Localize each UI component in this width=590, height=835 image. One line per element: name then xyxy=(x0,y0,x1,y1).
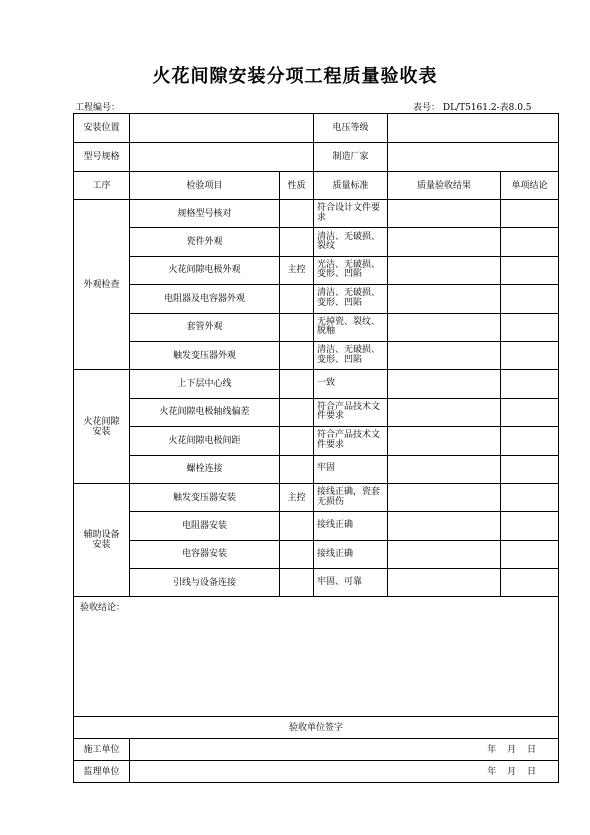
nature xyxy=(280,540,314,568)
nature: 主控 xyxy=(280,483,314,511)
nature xyxy=(280,427,314,455)
acceptance-result-cell[interactable] xyxy=(388,512,501,540)
nature xyxy=(280,512,314,540)
process-group-label: 外观检查 xyxy=(74,200,130,370)
nature xyxy=(280,370,314,398)
table-row xyxy=(74,256,559,284)
acceptance-result-cell[interactable] xyxy=(388,455,501,483)
inspection-item: 电阻器及电容器外观 xyxy=(130,285,280,313)
item-conclusion-cell[interactable] xyxy=(501,398,559,426)
quality-standard: 清洁、无破损、裂纹 xyxy=(314,228,388,256)
label-model-spec: 型号规格 xyxy=(74,143,130,172)
signer-unit-label: 监理单位 xyxy=(74,761,130,783)
acceptance-result-cell[interactable] xyxy=(388,370,501,398)
quality-standard: 符合产品技术文件要求 xyxy=(314,398,388,426)
quality-standard: 光洁、无破损、变形、凹陷 xyxy=(314,256,388,284)
acceptance-result-cell[interactable] xyxy=(388,256,501,284)
label-voltage-level: 电压等级 xyxy=(314,114,388,143)
item-conclusion-cell[interactable] xyxy=(501,313,559,341)
header-process: 工序 xyxy=(74,172,130,200)
item-conclusion-cell[interactable] xyxy=(501,256,559,284)
item-conclusion-cell[interactable] xyxy=(501,569,559,597)
header-inspection-item: 检验项目 xyxy=(130,172,280,200)
inspection-item: 上下层中心线 xyxy=(130,370,280,398)
install-location-value[interactable] xyxy=(130,114,314,143)
quality-standard: 牢固 xyxy=(314,455,388,483)
table-row xyxy=(74,285,559,313)
quality-standard: 接线正确，瓷套无损伤 xyxy=(314,483,388,511)
table-row xyxy=(74,483,559,511)
label-install-location: 安装位置 xyxy=(74,114,130,143)
header-acceptance-result: 质量验收结果 xyxy=(388,172,501,200)
signer-row xyxy=(74,761,559,783)
label-manufacturer: 制造厂家 xyxy=(314,143,388,172)
inspection-item: 电容器安装 xyxy=(130,540,280,568)
process-group-label: 火花间隙安装 xyxy=(74,370,130,484)
item-conclusion-cell[interactable] xyxy=(501,455,559,483)
nature xyxy=(280,285,314,313)
nature xyxy=(280,398,314,426)
item-conclusion-cell[interactable] xyxy=(501,200,559,228)
inspection-item: 套管外观 xyxy=(130,313,280,341)
inspection-item: 瓷件外观 xyxy=(130,228,280,256)
inspection-item: 火花间隙电极轴线偏差 xyxy=(130,398,280,426)
acceptance-result-cell[interactable] xyxy=(388,569,501,597)
signer-row xyxy=(74,739,559,761)
acceptance-result-cell[interactable] xyxy=(388,483,501,511)
acceptance-result-cell[interactable] xyxy=(388,540,501,568)
inspection-item: 螺栓连接 xyxy=(130,455,280,483)
quality-standard: 接线正确 xyxy=(314,540,388,568)
item-conclusion-cell[interactable] xyxy=(501,483,559,511)
table-row xyxy=(74,341,559,369)
nature xyxy=(280,228,314,256)
table-row xyxy=(74,455,559,483)
acceptance-result-cell[interactable] xyxy=(388,427,501,455)
quality-standard: 清洁、无破损、变形、凹陷 xyxy=(314,341,388,369)
item-conclusion-cell[interactable] xyxy=(501,540,559,568)
header-nature: 性质 xyxy=(280,172,314,200)
acceptance-conclusion[interactable]: 验收结论： xyxy=(74,597,559,717)
signature-date[interactable]: 年 月 日 xyxy=(130,739,559,761)
item-conclusion-cell[interactable] xyxy=(501,228,559,256)
header-quality-standard: 质量标准 xyxy=(314,172,388,200)
signature-date[interactable]: 年 月 日 xyxy=(130,761,559,783)
quality-standard: 牢固、可靠 xyxy=(314,569,388,597)
quality-standard: 无掉瓷、裂纹、脱釉 xyxy=(314,313,388,341)
table-row xyxy=(74,569,559,597)
quality-standard: 一致 xyxy=(314,370,388,398)
table-row xyxy=(74,540,559,568)
nature xyxy=(280,200,314,228)
process-group-label: 辅助设备安装 xyxy=(74,483,130,597)
signer-unit-label: 施工单位 xyxy=(74,739,130,761)
item-conclusion-cell[interactable] xyxy=(501,512,559,540)
table-row xyxy=(74,427,559,455)
acceptance-result-cell[interactable] xyxy=(388,228,501,256)
acceptance-grid xyxy=(73,113,559,783)
inspection-item: 规格型号核对 xyxy=(130,200,280,228)
model-spec-value[interactable] xyxy=(130,143,314,172)
inspection-item: 触发变压器安装 xyxy=(130,483,280,511)
inspection-item: 电阻器安装 xyxy=(130,512,280,540)
table-row xyxy=(74,228,559,256)
acceptance-result-cell[interactable] xyxy=(388,285,501,313)
acceptance-result-cell[interactable] xyxy=(388,398,501,426)
item-conclusion-cell[interactable] xyxy=(501,285,559,313)
quality-standard: 符合产品技术文件要求 xyxy=(314,427,388,455)
inspection-item: 触发变压器外观 xyxy=(130,341,280,369)
inspection-item: 火花间隙电极外观 xyxy=(130,256,280,284)
acceptance-result-cell[interactable] xyxy=(388,200,501,228)
form-number: 表号： DL/T5161.2-表8.0.5 xyxy=(413,103,532,113)
quality-standard: 清洁、无破损、变形、凹陷 xyxy=(314,285,388,313)
header-item-conclusion: 单项结论 xyxy=(501,172,559,200)
manufacturer-value[interactable] xyxy=(388,143,559,172)
nature: 主控 xyxy=(280,256,314,284)
inspection-item: 引线与设备连接 xyxy=(130,569,280,597)
quality-standard: 接线正确 xyxy=(314,512,388,540)
nature xyxy=(280,569,314,597)
nature xyxy=(280,341,314,369)
table-row xyxy=(74,200,559,228)
table-row xyxy=(74,370,559,398)
item-conclusion-cell[interactable] xyxy=(501,427,559,455)
table-row xyxy=(74,398,559,426)
acceptance-result-cell[interactable] xyxy=(388,341,501,369)
project-no-label: 工程编号： xyxy=(75,103,121,113)
signature-header: 验收单位签字 xyxy=(74,717,559,739)
item-conclusion-cell[interactable] xyxy=(501,341,559,369)
voltage-level-value[interactable] xyxy=(388,114,559,143)
item-conclusion-cell[interactable] xyxy=(501,370,559,398)
table-row xyxy=(74,512,559,540)
quality-standard: 符合设计文件要求 xyxy=(314,200,388,228)
nature xyxy=(280,313,314,341)
table-row xyxy=(74,313,559,341)
nature xyxy=(280,455,314,483)
form-title: 火花间隙安装分项工程质量验收表 xyxy=(152,66,438,87)
acceptance-result-cell[interactable] xyxy=(388,313,501,341)
inspection-item: 火花间隙电极间距 xyxy=(130,427,280,455)
